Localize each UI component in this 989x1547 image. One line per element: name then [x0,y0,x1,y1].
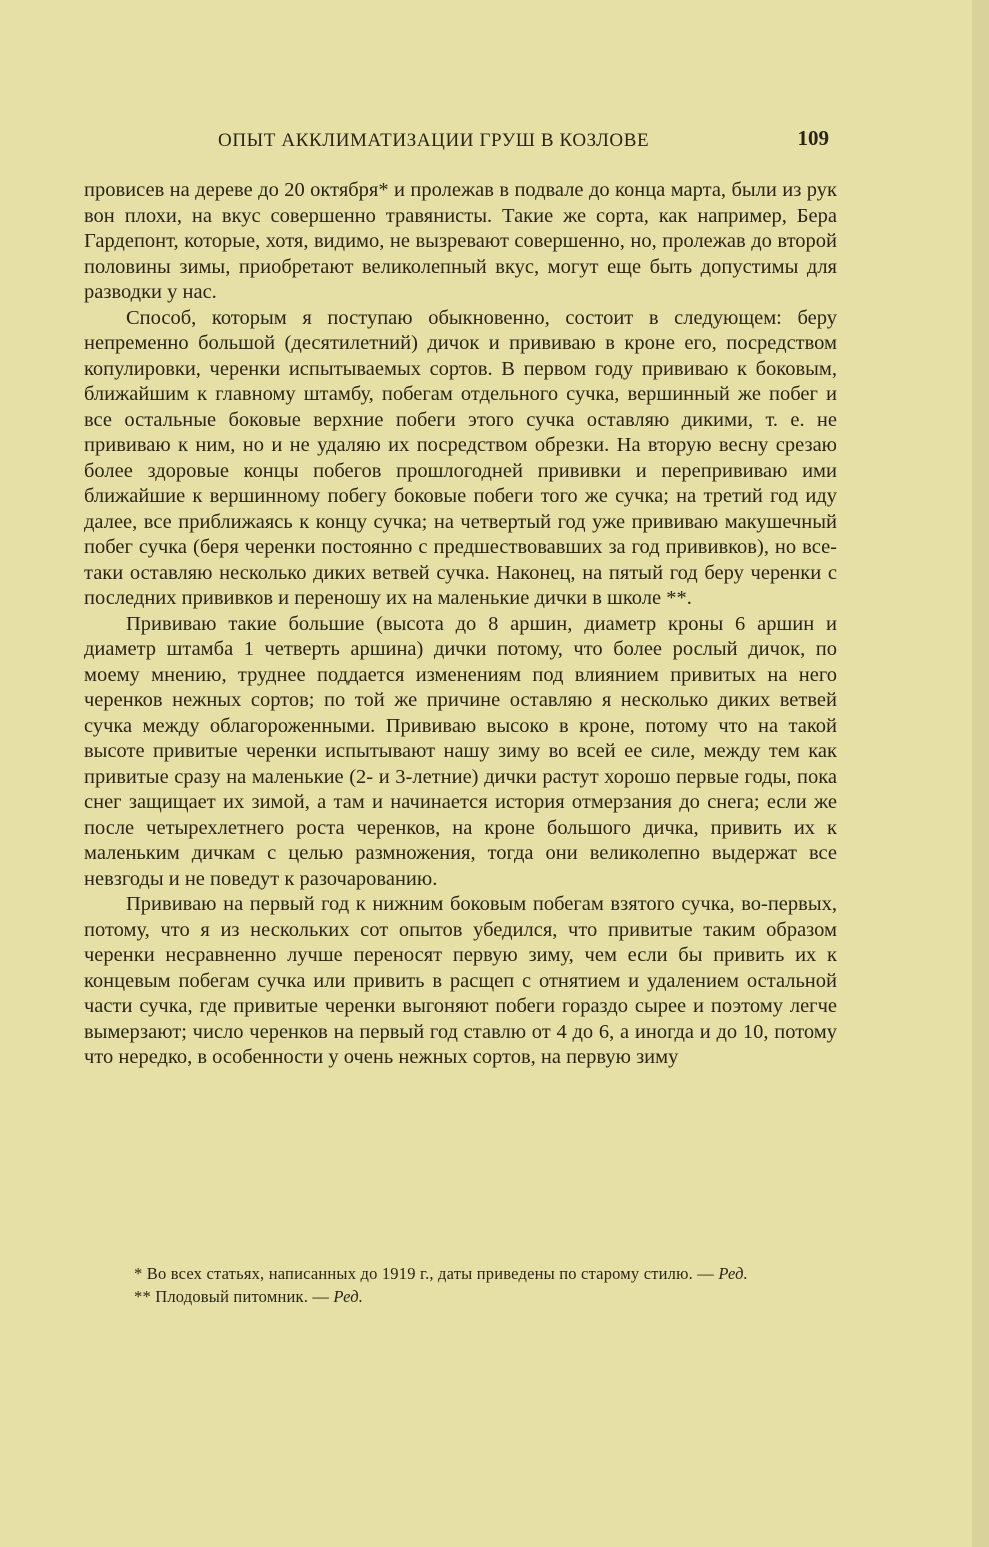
body-text [84,178,837,1071]
paragraph: Прививаю на первый год к нижним боковым побегам взятого сучка, во-первых, потому, что я из нескольких сот опытов убедился, что привитые таким образом черенки несравненно лучше переносят первую зиму, чем если бы привить их к концевым побегам сучка или привить в расщеп с отнятием и удалением остальной части сучка, где привитые черенки выгоняют побеги гораздо сырее и поэтому легче вымерзают; число черенков на первый год ставлю от 4 до 6, а иногда и до 10, потому что нередко, в особенности у очень нежных сортов, на первую зиму [84,893,837,1068]
footnote-text: ** Плодовый питомник. — [134,1287,330,1306]
scan-edge [972,0,989,1547]
footnote [84,1262,832,1285]
running-title: ОПЫТ АККЛИМАТИЗАЦИИ ГРУШ В КОЗЛОВЕ [218,130,650,151]
paragraph: провисев на дереве до 20 октября* и пролежав в подвале до конца марта, были из рук вон плохи, на вкус совершенно травянисты. Такие же сорта, как например, Бера Гардепонт, которые, хотя, видимо, не вызревают совершенно, но, пролежав до второй половины зимы, приобретают великолепный вкус, могут еще быть допустимы для разводки у нас. [84,179,837,303]
paragraph: Прививаю такие большие (высота до 8 аршин, диаметр кроны 6 аршин и диаметр штамба 1 четверть аршина) дички потому, что более рослый дичок, по моему мнению, труднее поддается изменениям под влиянием привитых на него черенков нежных сортов; по той же причине оставляю я несколько диких ветвей сучка между облагороженными. Прививаю высоко в кроне, потому что на такой высоте привитые черенки испытывают нашу зиму во всей ее силе, между тем как привитые сразу на маленькие (2- и 3-летние) дички растут хорошо первые годы, пока снег защищает их зимой, а там и начинается история отмерзания до снега; если же после четырехлетнего роста черенков, на кроне большого дичка, привить их к маленьким дичкам с целью размножения, тогда они великолепно выдержат все невзгоды и не поведут к разочарованию. [84,612,837,890]
editor-note: Ред. [333,1287,364,1306]
editor-note: Ред. [718,1264,748,1283]
footnote [84,1285,832,1308]
footnote-text: * Во всех статьях, написанных до 1919 г., даты приведены по старому стилю. — [134,1264,714,1283]
page-header [84,126,829,158]
paragraph: Способ, которым я поступаю обыкновенно, состоит в следующем: беру непременно большой (десятилетний) дичок и прививаю в кроне его, посредством копулировки, черенки испытываемых сортов. В первом году прививаю к боковым, ближайшим к главному штамбу, побегам отдельного сучка, вершинный же побег и все остальные боковые верхние побеги этого сучка оставляю дикими, т. е. не прививаю к ним, но и не удаляю их посредством обрезки. На вторую весну срезаю более здоровые концы побегов прошлогодней прививки и перепрививаю ими ближайшие к вершинному побегу боковые побеги того же сучка; на третий год иду далее, все приближаясь к концу сучка; на четвертый год уже прививаю макушечный побег сучка (беря черенки постоянно с предшествовавших за год прививков), но все-таки оставляю несколько диких ветвей сучка. Наконец, на пятый год беру черенки с последних прививков и переношу их на маленькие дички в школе **. [84,306,837,609]
footnotes [84,1262,832,1308]
page-number: 109 [797,126,829,150]
